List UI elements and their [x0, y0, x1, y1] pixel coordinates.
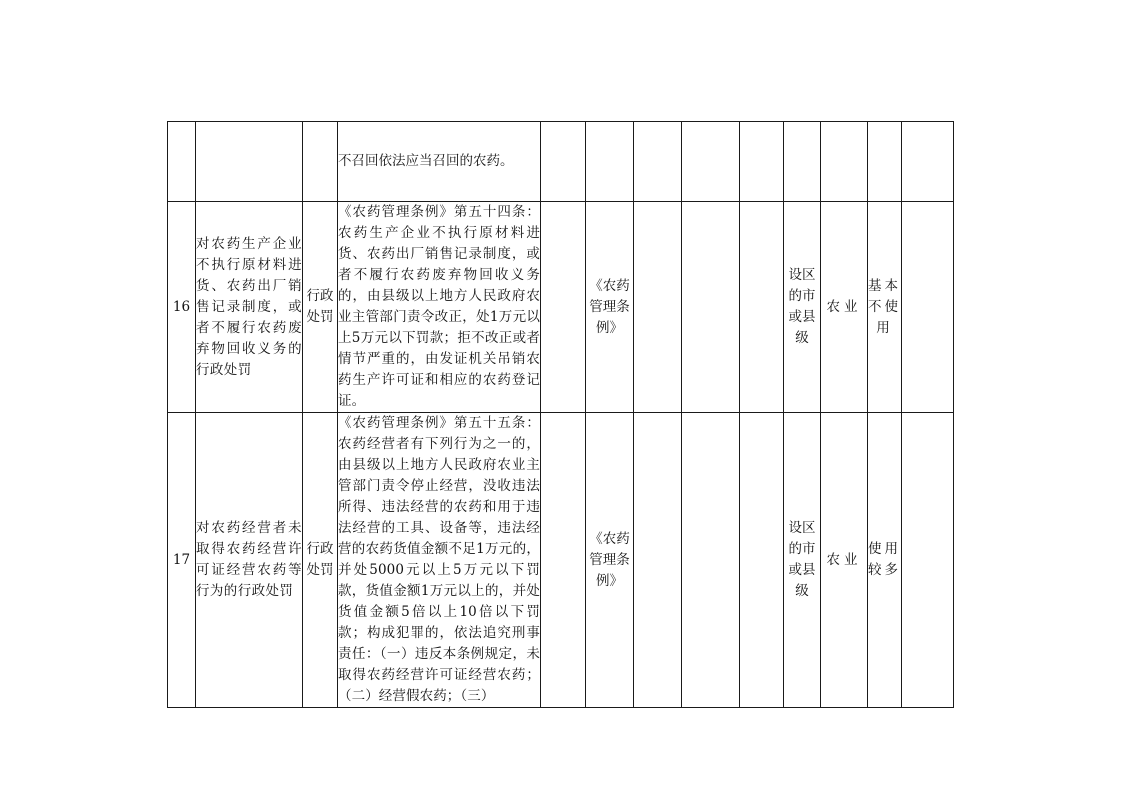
law-name-text: 《农药管理条例》 — [589, 277, 630, 336]
usage-frequency-text: 使用较多 — [868, 541, 901, 578]
cell-empty — [740, 413, 784, 708]
row-number: 17 — [168, 413, 196, 708]
cell-remark — [902, 413, 954, 708]
usage-frequency-text: 基本不使用 — [868, 277, 901, 336]
authority-level-text: 设区的市或县级 — [788, 520, 816, 599]
legal-basis — [338, 413, 541, 708]
table-row — [168, 202, 954, 413]
cell-number — [168, 122, 196, 202]
cell-level — [784, 122, 821, 202]
item-category — [303, 202, 338, 413]
cell-category — [303, 122, 338, 202]
usage-frequency — [868, 413, 902, 708]
legal-basis-text: 《农药管理条例》第五十四条：农药生产企业不执行原材料进货、农药出厂销售记录制度，或者不履行农药废弃物回收义务的，由县级以上地方人民政府农业主管部门责令改正，处1万元以上5万元以下罚款；拒不改正或者情节严重的，由发证机关吊销农药生产许可证和相应的农药登记证。 — [338, 204, 540, 409]
cell-empty — [682, 122, 740, 202]
authority-level — [784, 202, 821, 413]
item-name — [196, 202, 303, 413]
table-row-continuation — [168, 122, 954, 202]
row-number: 16 — [168, 202, 196, 413]
cell-empty — [541, 122, 586, 202]
cell-item — [196, 122, 303, 202]
legal-basis-text: 《农药管理条例》第五十五条：农药经营者有下列行为之一的，由县级以上地方人民政府农业主管部门责令停止经营，没收违法所得、违法经营的农药和用于违法经营的工具、设备等，违法经营的农药货值金额不足1万元的，并处5000元以上5万元以下罚款，货值金额1万元以上的，并处货值金额5倍以上10倍以下罚款；构成犯罪的，依法追究刑事责任：（一）违反本条例规定，未取得农药经营许可证经营农药；（二）经营假农药；（三） — [338, 415, 540, 704]
document-table — [167, 121, 954, 708]
usage-frequency — [868, 202, 902, 413]
cell-usage — [868, 122, 902, 202]
table-row — [168, 413, 954, 708]
cell-empty — [634, 413, 682, 708]
cell-empty — [740, 202, 784, 413]
cell-empty — [682, 413, 740, 708]
cell-empty — [541, 202, 586, 413]
department: 农业 — [821, 413, 868, 708]
cell-department — [821, 122, 868, 202]
cell-empty — [740, 122, 784, 202]
basis-text: 不召回依法应当召回的农药。 — [338, 153, 514, 169]
law-name-text: 《农药管理条例》 — [589, 530, 630, 589]
authority-level — [784, 413, 821, 708]
authority-level-text: 设区的市或县级 — [788, 267, 816, 346]
cell-empty — [634, 202, 682, 413]
department: 农业 — [821, 202, 868, 413]
cell-empty — [634, 122, 682, 202]
law-name — [586, 202, 634, 413]
item-name-text: 对农药生产企业不执行原材料进货、农药出厂销售记录制度，或者不履行农药废弃物回收义务的行政处罚 — [196, 235, 302, 378]
cell-empty — [682, 202, 740, 413]
cell-remark — [902, 122, 954, 202]
item-category — [303, 413, 338, 708]
legal-basis — [338, 202, 541, 413]
law-name — [586, 413, 634, 708]
cell-law — [586, 122, 634, 202]
cell-basis — [338, 122, 541, 202]
cell-empty — [541, 413, 586, 708]
cell-remark — [902, 202, 954, 413]
item-name-text: 对农药经营者未取得农药经营许可证经营农药等行为的行政处罚 — [196, 520, 302, 599]
item-category-text: 行政处罚 — [306, 288, 334, 325]
item-category-text: 行政处罚 — [306, 541, 334, 578]
item-name — [196, 413, 303, 708]
